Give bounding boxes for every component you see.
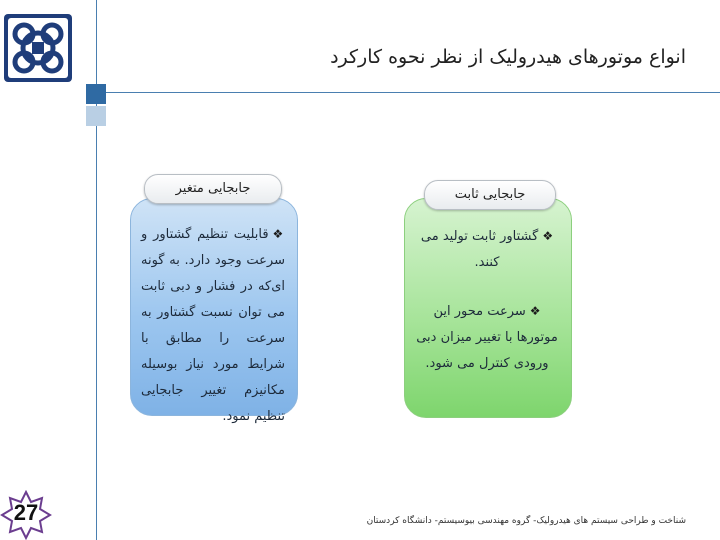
slide-title: انواع موتورهای هیدرولیک از نظر نحوه کارکرد — [330, 46, 686, 68]
fixed-displacement-panel — [404, 198, 572, 418]
fixed-bullet-text-2: سرعت محور این موتورها با تغییر میزان دبی ورودی کنترل می شود. — [416, 304, 558, 371]
diamond-bullet-icon: ❖ — [529, 304, 541, 318]
accent-square-light — [86, 106, 106, 126]
fixed-bullet-text-1: گشتاور ثابت تولید می کنند. — [420, 229, 539, 270]
variable-displacement-tab: جابجایی متغیر — [144, 174, 282, 204]
left-accent-bar — [96, 0, 97, 540]
page-number: 27 — [13, 500, 39, 525]
accent-square-dark — [86, 84, 106, 104]
diamond-bullet-icon: ❖ — [272, 227, 285, 241]
title-underline — [96, 92, 720, 93]
variable-bullet-paragraph — [141, 221, 285, 430]
fixed-bullet-paragraph-1 — [415, 223, 559, 276]
fixed-bullet-paragraph-2 — [415, 298, 559, 377]
university-logo-icon — [0, 10, 76, 86]
footer-text: شناخت و طراحی سیستم های هیدرولیک- گروه مهندسی بیوسیستم- دانشگاه کردستان — [366, 516, 686, 526]
fixed-displacement-tab: جابجایی ثابت — [424, 180, 556, 210]
diamond-bullet-icon: ❖ — [542, 229, 554, 243]
variable-bullet-text: قابلیت تنظیم گشتاور و سرعت وجود دارد. به گونه ای‌که در فشار و دبی ثابت می توان نسبت گشتاور به سرعت را مطابق با شرایط مورد نیاز بوسیله مکانیزم تغییر جابجایی تنظیم نمود. — [141, 227, 285, 424]
variable-displacement-panel — [130, 198, 298, 424]
